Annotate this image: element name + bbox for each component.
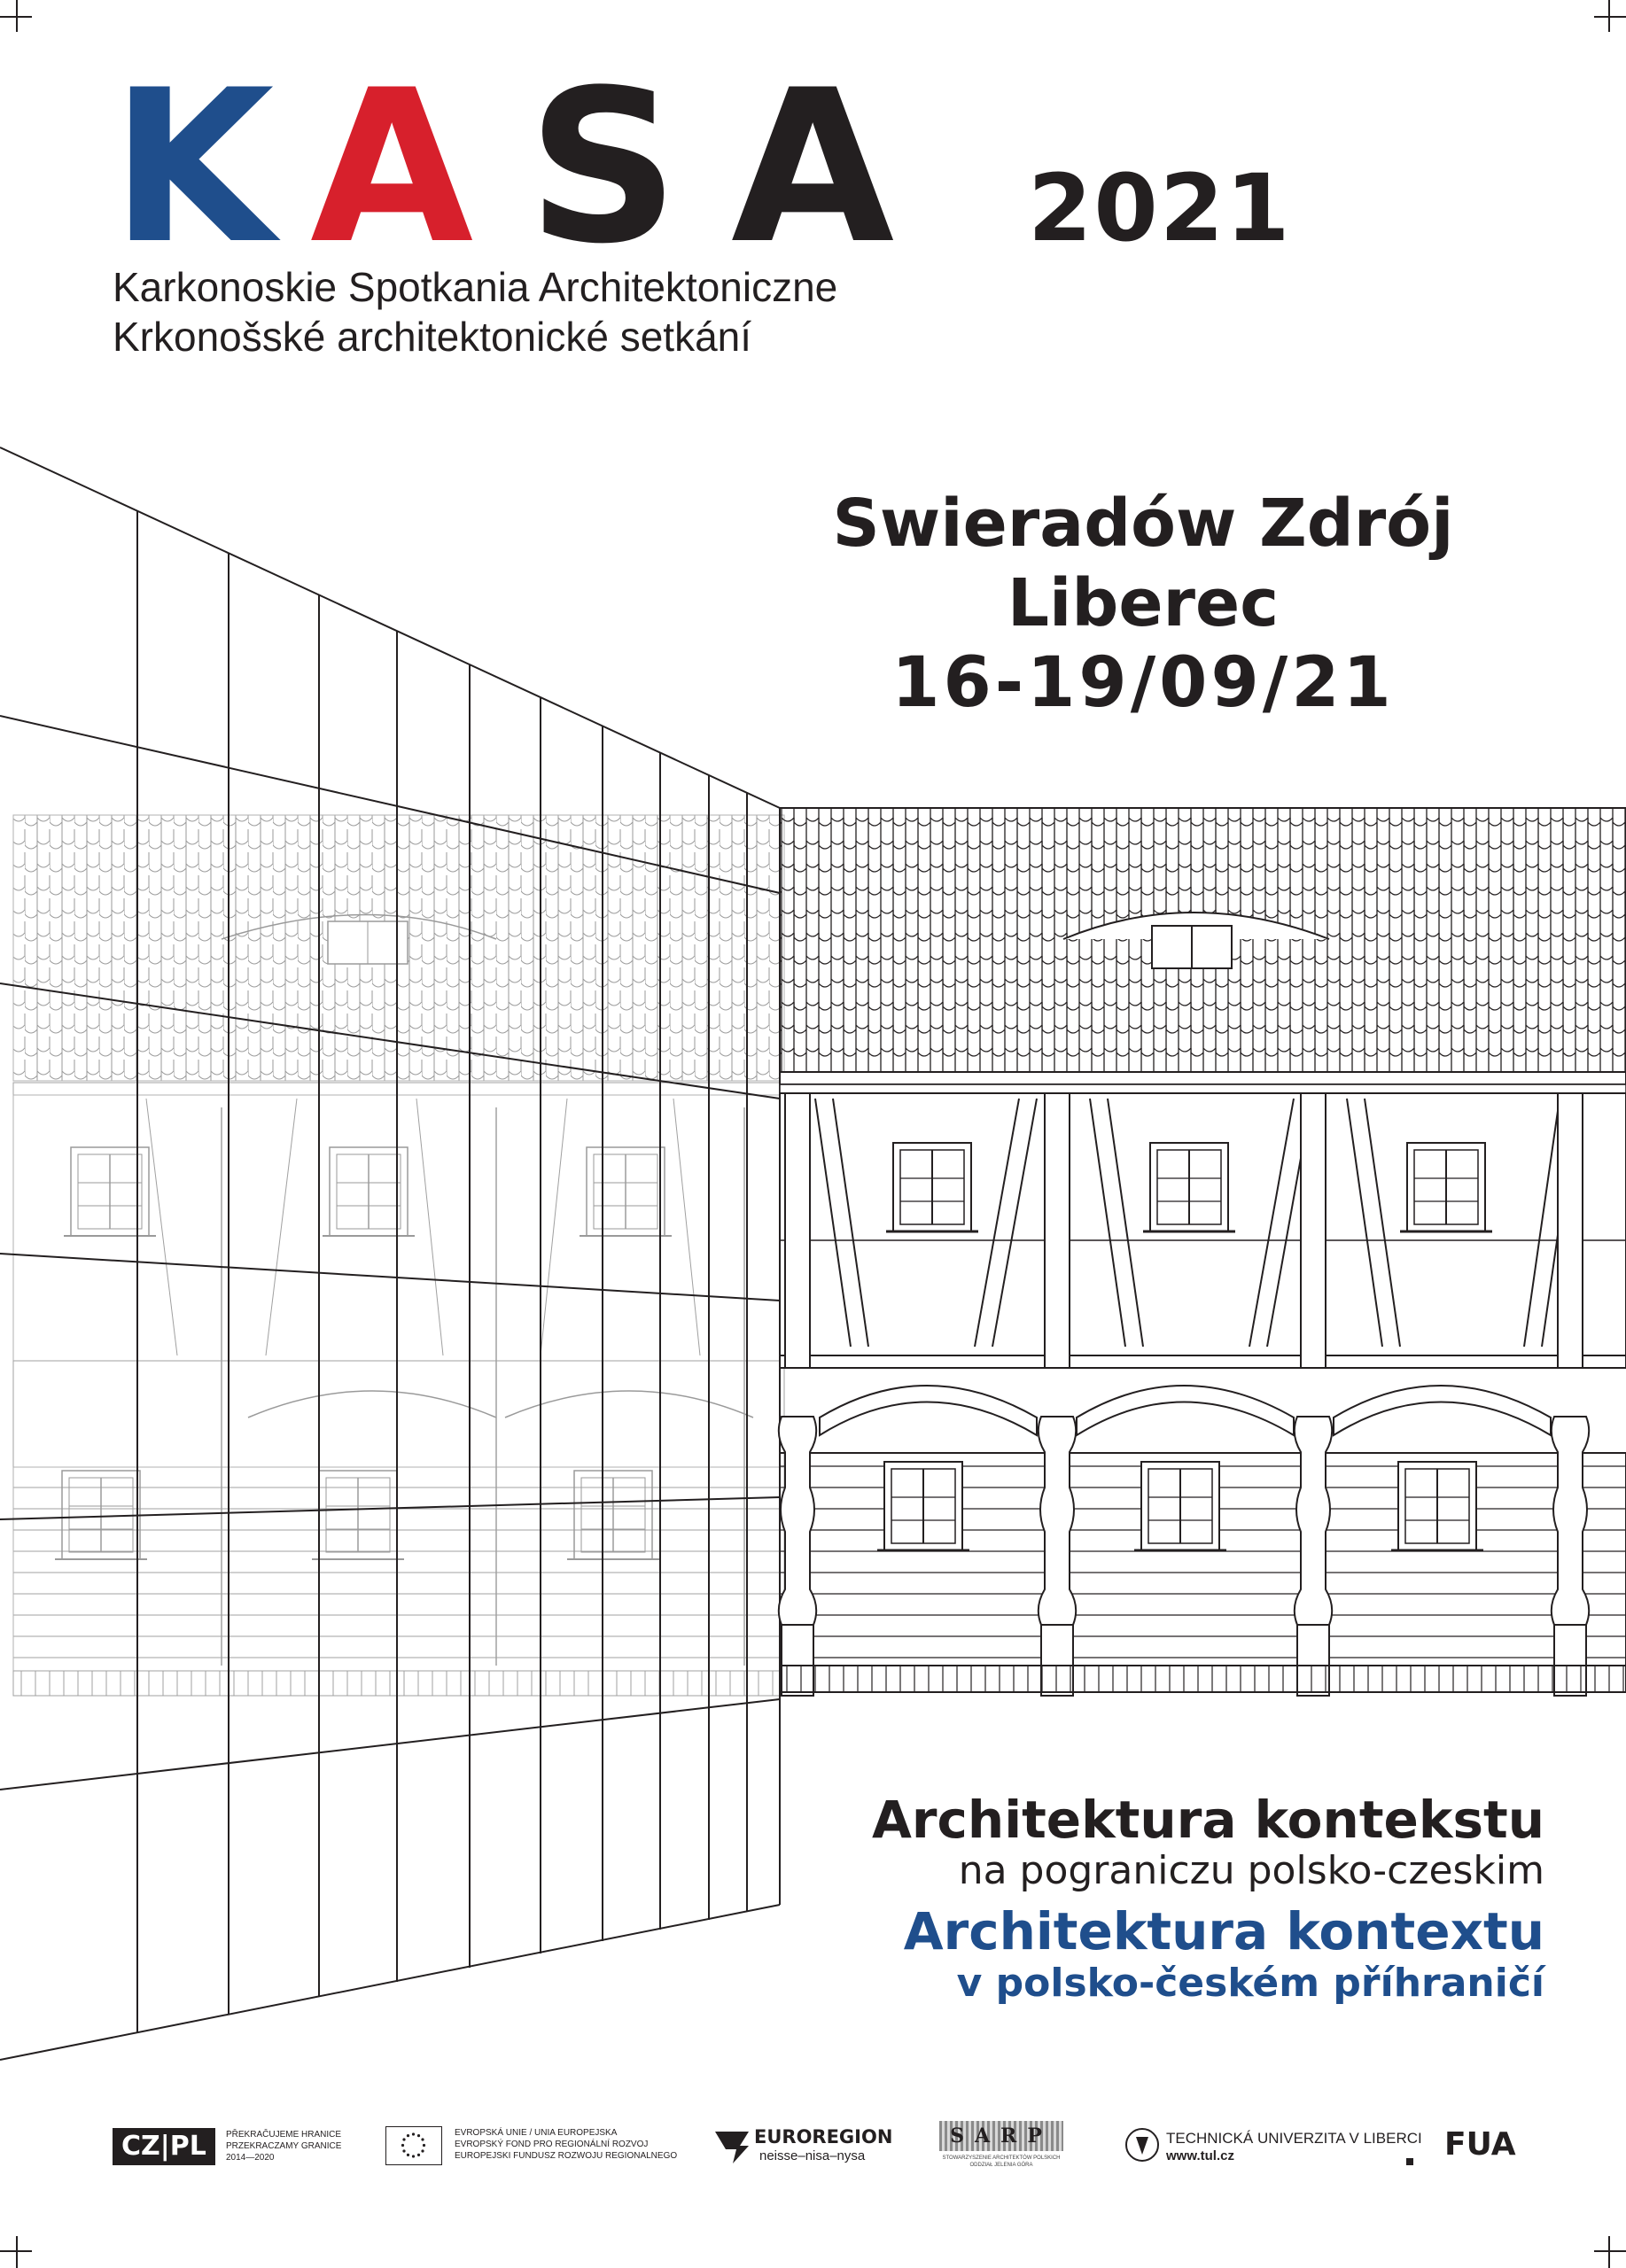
sponsor-logo-bar [0, 2109, 1626, 2188]
eu-text-2: EVROPSKÝ FOND PRO REGIONÁLNÍ ROZVOJ [455, 2140, 649, 2149]
event-city-2: Liberec [1007, 565, 1280, 641]
eu-text-3: EUROPEJSKI FUNDUSZ ROZWOJU REGIONALNEGO [455, 2151, 678, 2161]
sarp-text-1: STOWARZYSZENIE ARCHITEKTÓW POLSKICH [942, 2155, 1061, 2161]
czpl-text-3: 2014—2020 [226, 2153, 275, 2163]
eu-flag-icon [385, 2126, 442, 2165]
czpl-text-2: PRZEKRACZAMY GRANICE [226, 2141, 342, 2151]
sponsor-sarp [935, 2109, 1068, 2188]
euroregion-icon [713, 2128, 751, 2165]
crop-mark [1594, 16, 1626, 18]
sponsor-tul [1125, 2109, 1422, 2188]
crop-mark [16, 2236, 18, 2268]
logo-letter-a-black: A [731, 45, 890, 291]
sponsor-eu [385, 2109, 704, 2188]
tul-dot [1406, 2158, 1413, 2165]
sarp-logo: SARP [939, 2121, 1063, 2151]
sponsor-fua [1444, 2109, 1533, 2188]
logo-letter-s: S [527, 45, 674, 291]
czpl-logo: CZ|PL [113, 2128, 215, 2165]
theme-polish-title: Architektura kontekstu [872, 1790, 1544, 1850]
facade-right [779, 808, 1626, 1696]
crop-mark [1608, 2236, 1610, 2268]
event-dates: 16-19/09/21 [891, 643, 1395, 723]
tul-url: www.tul.cz [1166, 2148, 1234, 2163]
theme-polish-subtitle: na pograniczu polsko-czeskim [958, 1848, 1544, 1893]
logo-year: 2021 [1028, 154, 1292, 262]
euroregion-sub: neisse–nisa–nysa [759, 2148, 866, 2163]
euroregion-name: EUROREGION [754, 2126, 893, 2148]
eu-text-1: EVROPSKÁ UNIE / UNIA EUROPEJSKA [455, 2128, 618, 2138]
sponsor-czpl [113, 2109, 378, 2188]
tul-icon [1125, 2128, 1159, 2162]
event-city-1: Swieradów Zdrój [832, 485, 1454, 562]
theme-czech-subtitle: v polsko-českém příhraničí [956, 1961, 1544, 2006]
theme-czech-title: Architektura kontextu [903, 1901, 1544, 1961]
ghost-facade [13, 815, 784, 1696]
sarp-text-2: ODDZIAŁ JELENIA GÓRA [969, 2163, 1033, 2168]
crop-mark [0, 16, 32, 18]
logo-letter-k: K [111, 45, 269, 291]
crop-mark [0, 2250, 32, 2252]
logo-letter-a-red: A [310, 45, 469, 291]
tul-name: TECHNICKÁ UNIVERZITA V LIBERCI [1166, 2130, 1422, 2147]
subtitle-polish: Karkonoskie Spotkania Architektoniczne [113, 264, 838, 310]
subtitle-czech: Krkonošské architektonické setkání [113, 314, 752, 360]
czpl-text-1: PŘEKRAČUJEME HRANICE [226, 2130, 342, 2140]
fua-logo: FUA [1444, 2126, 1516, 2163]
sponsor-euroregion [713, 2109, 899, 2188]
crop-mark [1594, 2250, 1626, 2252]
